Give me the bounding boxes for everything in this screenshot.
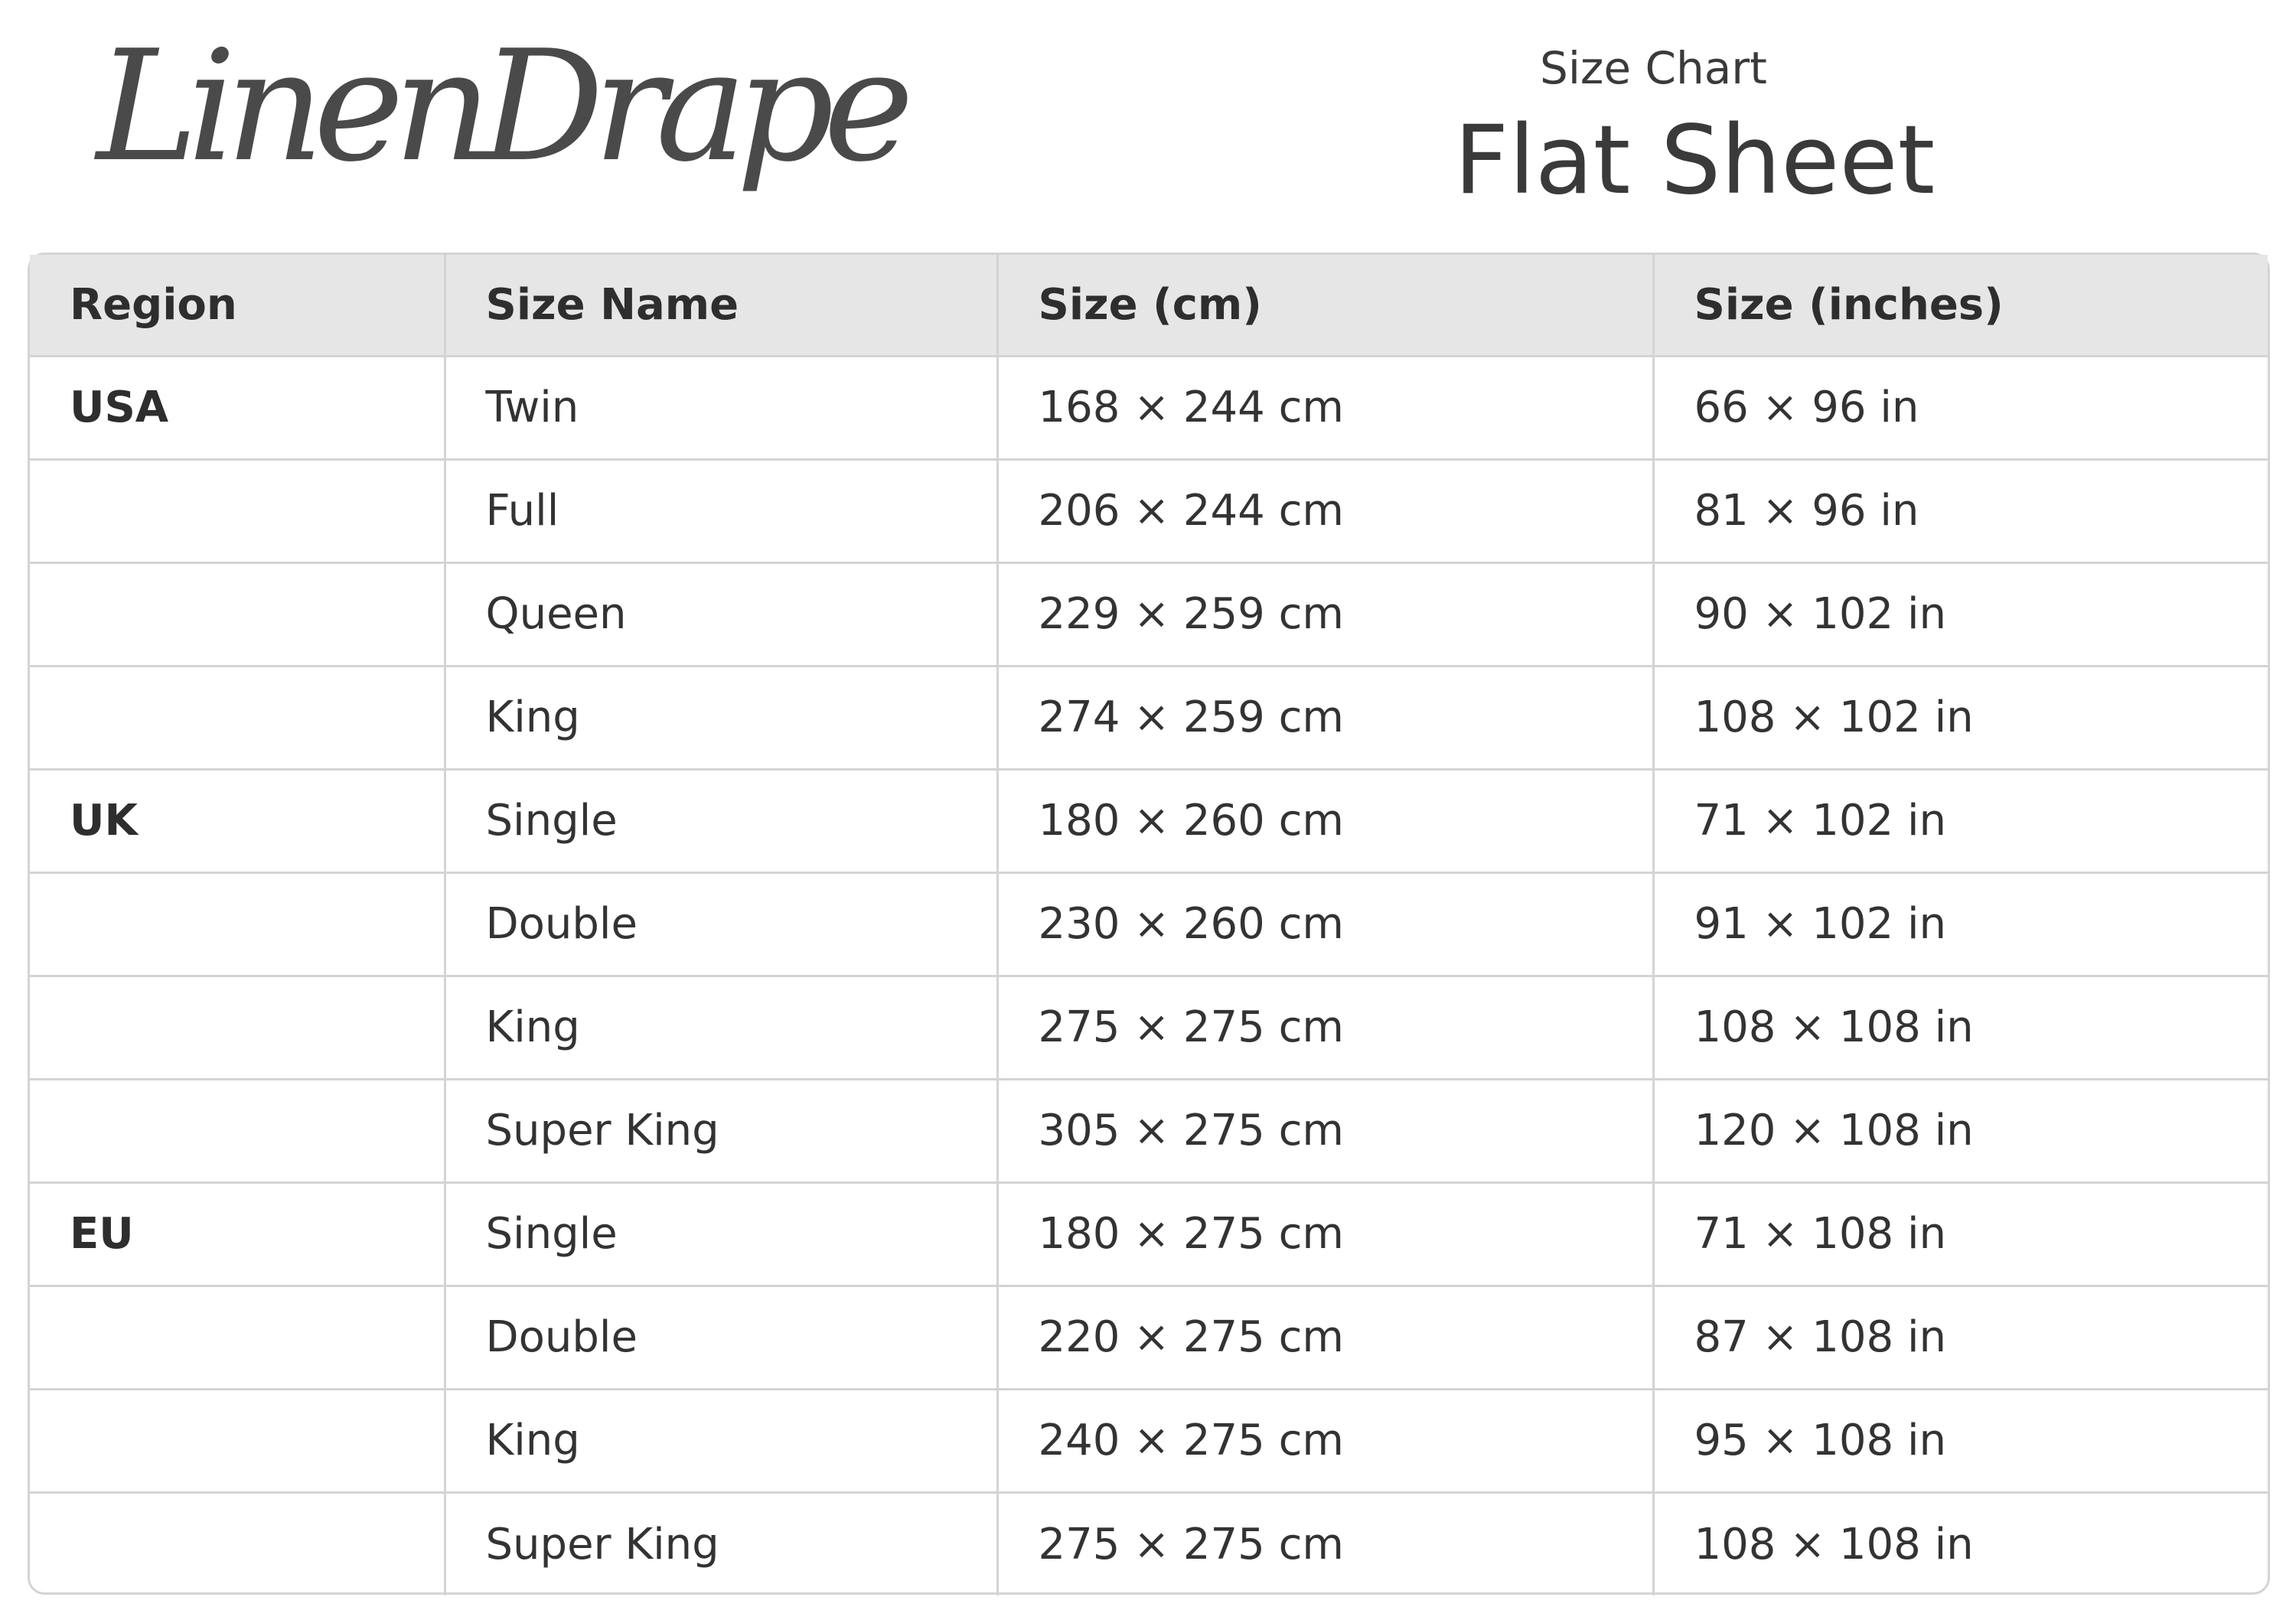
page-title: Flat Sheet: [1454, 106, 1936, 216]
cell-region: [30, 1492, 445, 1595]
cell-region: [30, 1286, 445, 1389]
table-row: [30, 356, 2268, 459]
table-row: [30, 666, 2268, 769]
table-row: [30, 976, 2268, 1079]
size-chart-table: [30, 255, 2268, 1595]
cell-region: [30, 872, 445, 976]
column-header-size-cm: Size (cm): [997, 255, 1653, 356]
cell-size-inches: 81 × 96 in: [1653, 459, 2268, 562]
cell-size-cm: 180 × 260 cm: [997, 769, 1653, 872]
title-block: [1454, 38, 2143, 214]
cell-size-name: Super King: [445, 1079, 997, 1182]
cell-size-inches: 108 × 102 in: [1653, 666, 2268, 769]
cell-region: EU: [30, 1182, 445, 1286]
cell-size-name: Single: [445, 1182, 997, 1286]
cell-size-inches: 91 × 102 in: [1653, 872, 2268, 976]
column-header-size-name: Size Name: [445, 255, 997, 356]
cell-size-inches: 66 × 96 in: [1653, 356, 2268, 459]
cell-region: [30, 1389, 445, 1492]
cell-size-cm: 275 × 275 cm: [997, 1492, 1653, 1595]
cell-size-cm: 206 × 244 cm: [997, 459, 1653, 562]
logo-text: LinenDrape: [96, 18, 904, 196]
column-header-region: Region: [30, 255, 445, 356]
cell-region: [30, 976, 445, 1079]
cell-region: UK: [30, 769, 445, 872]
table-row: [30, 1182, 2268, 1286]
cell-region: USA: [30, 356, 445, 459]
table-header-row: [30, 255, 2268, 356]
cell-size-name: Twin: [445, 356, 997, 459]
cell-size-cm: 230 × 260 cm: [997, 872, 1653, 976]
brand-logo: [92, 18, 904, 214]
cell-size-name: King: [445, 666, 997, 769]
table-row: [30, 1492, 2268, 1595]
cell-size-inches: 71 × 108 in: [1653, 1182, 2268, 1286]
cell-size-name: Super King: [445, 1492, 997, 1595]
cell-size-cm: 305 × 275 cm: [997, 1079, 1653, 1182]
page-subtitle: Size Chart: [1540, 42, 1767, 94]
cell-region: [30, 459, 445, 562]
table-row: [30, 872, 2268, 976]
cell-size-cm: 229 × 259 cm: [997, 562, 1653, 666]
table-row: [30, 1389, 2268, 1492]
table-row: [30, 1286, 2268, 1389]
cell-region: [30, 562, 445, 666]
cell-size-cm: 274 × 259 cm: [997, 666, 1653, 769]
cell-size-cm: 168 × 244 cm: [997, 356, 1653, 459]
cell-size-cm: 180 × 275 cm: [997, 1182, 1653, 1286]
table-row: [30, 562, 2268, 666]
cell-size-cm: 275 × 275 cm: [997, 976, 1653, 1079]
cell-size-inches: 108 × 108 in: [1653, 1492, 2268, 1595]
column-header-size-inches: Size (inches): [1653, 255, 2268, 356]
cell-size-name: Double: [445, 872, 997, 976]
table-row: [30, 1079, 2268, 1182]
cell-size-name: Double: [445, 1286, 997, 1389]
size-chart-table-container: [28, 253, 2270, 1595]
cell-size-name: Full: [445, 459, 997, 562]
cell-size-name: King: [445, 976, 997, 1079]
cell-size-cm: 240 × 275 cm: [997, 1389, 1653, 1492]
cell-size-inches: 108 × 108 in: [1653, 976, 2268, 1079]
cell-size-name: King: [445, 1389, 997, 1492]
cell-size-name: Queen: [445, 562, 997, 666]
cell-region: [30, 1079, 445, 1182]
cell-size-name: Single: [445, 769, 997, 872]
cell-size-inches: 71 × 102 in: [1653, 769, 2268, 872]
cell-size-inches: 87 × 108 in: [1653, 1286, 2268, 1389]
cell-size-cm: 220 × 275 cm: [997, 1286, 1653, 1389]
cell-size-inches: 95 × 108 in: [1653, 1389, 2268, 1492]
table-row: [30, 769, 2268, 872]
cell-size-inches: 120 × 108 in: [1653, 1079, 2268, 1182]
cell-size-inches: 90 × 102 in: [1653, 562, 2268, 666]
cell-region: [30, 666, 445, 769]
logo-wordmark: [92, 18, 904, 214]
table-row: [30, 459, 2268, 562]
